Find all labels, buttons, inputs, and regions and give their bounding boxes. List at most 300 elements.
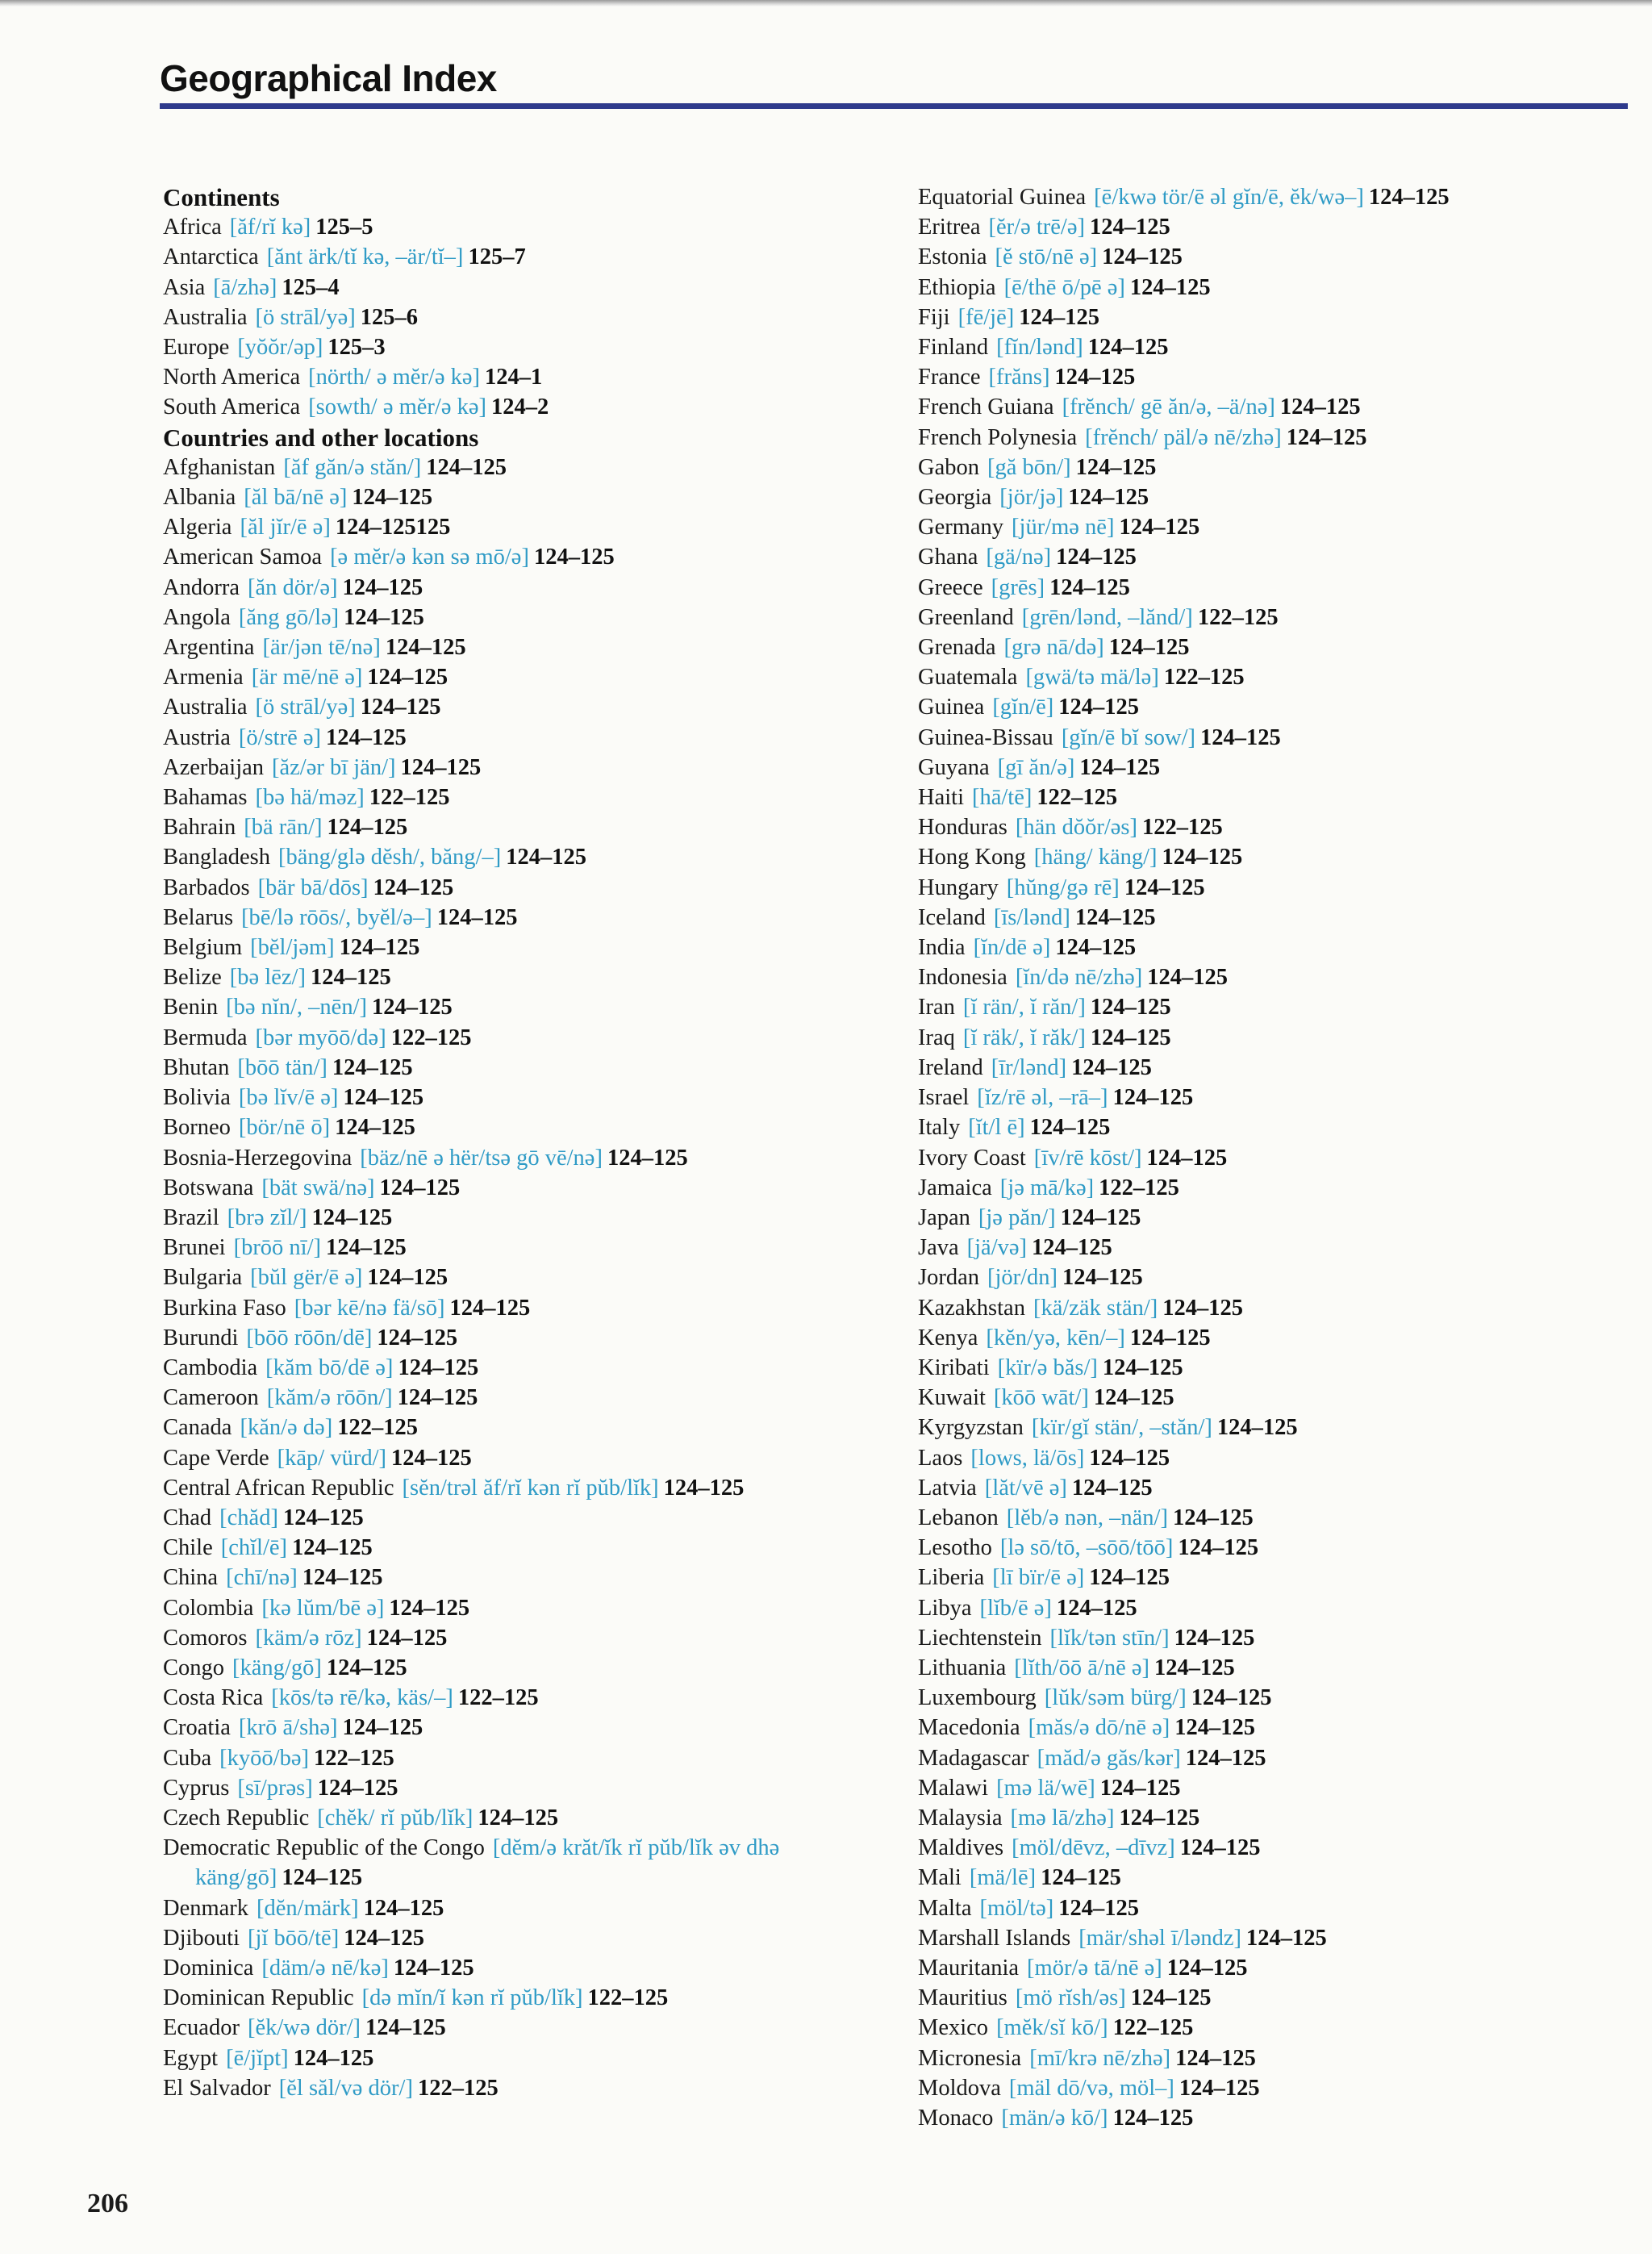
entry-pronunciation: [mə lā/zhə] bbox=[1010, 1805, 1115, 1830]
entry-name: Equatorial Guinea bbox=[918, 185, 1087, 210]
entry-pages: 124–125 bbox=[1055, 935, 1137, 961]
entry-pages: 124–125 bbox=[366, 1625, 448, 1651]
index-entry bbox=[918, 1443, 1612, 1473]
entry-pages: 124–125 bbox=[1129, 274, 1211, 300]
entry-name: Bermuda bbox=[163, 1025, 248, 1050]
entry-pronunciation: [kăn/ə də] bbox=[240, 1415, 333, 1441]
entry-pronunciation: [mə lä/wē] bbox=[996, 1775, 1095, 1801]
index-entry bbox=[918, 903, 1612, 933]
entry-pages: 124–125 bbox=[390, 1445, 472, 1471]
entry-pages: 124–125 bbox=[1029, 1115, 1111, 1141]
entry-name: Java bbox=[918, 1235, 959, 1261]
index-entry bbox=[163, 783, 873, 812]
entry-name: Africa bbox=[163, 215, 222, 240]
index-entry bbox=[163, 1803, 873, 1833]
index-entry bbox=[918, 1773, 1612, 1803]
entry-pronunciation: [ĭn/dē ə] bbox=[973, 935, 1051, 961]
entry-pages: 124–125 bbox=[506, 845, 586, 870]
index-entry bbox=[918, 842, 1612, 872]
entry-pages: 122–125 bbox=[1112, 2015, 1194, 2041]
entry-name: Laos bbox=[918, 1445, 963, 1471]
index-entry bbox=[163, 873, 873, 903]
entry-name: Benin bbox=[163, 995, 219, 1021]
entry-pages: 124–125 bbox=[342, 1715, 423, 1741]
index-entry bbox=[163, 842, 873, 872]
entry-pronunciation: [dĕn/märk] bbox=[257, 1895, 359, 1921]
entry-pages: 124–125 bbox=[1041, 1865, 1121, 1891]
entry-pronunciation: [frĕnch/ päl/ə nē/zhə] bbox=[1085, 424, 1282, 450]
entry-pronunciation: [ăf/rĭ kə] bbox=[229, 215, 311, 240]
entry-name: Ghana bbox=[918, 545, 978, 570]
entry-name: Burkina Faso bbox=[163, 1295, 286, 1321]
entry-pages: 124–125 bbox=[325, 724, 407, 750]
entry-pronunciation: [hän dŏŏr/əs] bbox=[1015, 815, 1137, 841]
entry-name: Asia bbox=[163, 274, 206, 300]
index-entry bbox=[918, 1143, 1612, 1173]
entry-name: Congo bbox=[163, 1655, 225, 1680]
entry-pronunciation: [jör/jə] bbox=[999, 485, 1064, 511]
entry-pages: 124–125 bbox=[1079, 754, 1161, 780]
entry-name: Chile bbox=[163, 1535, 213, 1561]
entry-name: Maldives bbox=[918, 1835, 1004, 1861]
index-entry bbox=[163, 723, 873, 753]
entry-pages: 124–125 bbox=[1102, 244, 1183, 270]
entry-name: Albania bbox=[163, 485, 236, 511]
index-entry bbox=[163, 1323, 873, 1353]
index-entry bbox=[918, 1473, 1612, 1503]
entry-pronunciation: [hā/tē] bbox=[972, 785, 1032, 811]
entry-pages: 124–125 bbox=[607, 1145, 688, 1171]
index-entry bbox=[163, 603, 873, 632]
entry-name: Dominican Republic bbox=[163, 1985, 354, 2011]
entry-pages: 124–125125 bbox=[335, 515, 451, 541]
entry-pronunciation: [möl/dēvz, –dīvz] bbox=[1012, 1835, 1175, 1861]
index-entry bbox=[163, 1713, 873, 1743]
index-entry bbox=[163, 332, 873, 362]
entry-pages: 124–125 bbox=[663, 1475, 745, 1501]
entry-name: Guatemala bbox=[918, 665, 1018, 691]
entry-pronunciation: [chĭl/ē] bbox=[220, 1535, 288, 1561]
index-entry bbox=[163, 542, 873, 572]
entry-pronunciation: [yŏŏr/əp] bbox=[237, 335, 323, 361]
entry-pronunciation: [däm/ə nē/kə] bbox=[261, 1955, 389, 1981]
entry-pages: 124–125 bbox=[1068, 485, 1149, 511]
entry-pronunciation: [bōō rōōn/dē] bbox=[246, 1325, 373, 1350]
entry-pronunciation: [grə nā/də] bbox=[1003, 635, 1104, 661]
entry-pronunciation: [bör/nē ō] bbox=[238, 1115, 331, 1141]
entry-name: Libya bbox=[918, 1595, 972, 1621]
entry-name: Andorra bbox=[163, 574, 240, 600]
entry-pages: 124–125 bbox=[1368, 185, 1450, 210]
index-entry bbox=[163, 1533, 873, 1563]
entry-pages: 124–2 bbox=[490, 394, 549, 420]
continents-heading: Continents bbox=[163, 183, 280, 211]
entry-pages: 125–7 bbox=[468, 244, 526, 270]
entry-pages: 124–125 bbox=[372, 995, 453, 1021]
entry-pronunciation: [bät swä/nə] bbox=[261, 1175, 375, 1200]
entry-pronunciation: [kāp/ vürd/] bbox=[277, 1445, 386, 1471]
entry-pages: 125–3 bbox=[327, 335, 386, 361]
entry-pages: 124–125 bbox=[1093, 1385, 1174, 1411]
entry-pronunciation: [bäng/glə dĕsh/, băng/–] bbox=[277, 845, 502, 870]
entry-pages: 124–125 bbox=[1056, 1595, 1137, 1621]
entry-pronunciation: [krō ā/shə] bbox=[238, 1715, 338, 1741]
index-entry bbox=[918, 1893, 1612, 1923]
entry-name: Ivory Coast bbox=[918, 1145, 1026, 1171]
entry-pages: 124–125 bbox=[282, 1505, 364, 1530]
index-entry bbox=[163, 362, 873, 392]
title-rule bbox=[160, 103, 1628, 109]
index-entry bbox=[918, 662, 1612, 692]
entry-pronunciation: [bär bā/dōs] bbox=[257, 874, 369, 900]
entry-pronunciation: [ē/kwə tör/ē əl gĭn/ē, ĕk/wə–] bbox=[1094, 185, 1364, 210]
entry-name: El Salvador bbox=[163, 2075, 271, 2101]
entry-name: Iceland bbox=[918, 904, 986, 930]
index-entry bbox=[918, 392, 1612, 422]
entry-pronunciation: [ē/thē ō/pē ə] bbox=[1003, 274, 1125, 300]
entry-pages: 124–125 bbox=[1054, 365, 1136, 390]
entry-pronunciation: [ĭ räk/, ĭ răk/] bbox=[962, 1025, 1086, 1050]
index-entry bbox=[163, 1833, 873, 1893]
entry-name: Marshall Islands bbox=[918, 1925, 1071, 1951]
entry-pages: 124–125 bbox=[344, 1925, 424, 1951]
entry-pages: 124–125 bbox=[398, 1354, 479, 1380]
left-column bbox=[163, 182, 873, 2103]
entry-pages: 125–6 bbox=[360, 304, 418, 330]
entry-pronunciation: [gă bōn/] bbox=[987, 454, 1071, 480]
entry-pages: 122–125 bbox=[1037, 785, 1118, 811]
index-entry bbox=[163, 1053, 873, 1083]
index-entry bbox=[163, 1473, 873, 1503]
entry-pronunciation: [ö/strē ə] bbox=[238, 724, 321, 750]
index-entry bbox=[163, 1593, 873, 1623]
index-entry bbox=[918, 1293, 1612, 1323]
entry-name: Georgia bbox=[918, 485, 992, 511]
index-entry bbox=[163, 753, 873, 783]
entry-pages: 122–125 bbox=[369, 785, 450, 811]
index-entry bbox=[918, 1053, 1612, 1083]
entry-pronunciation: [sowth/ ə mĕr/ə kə] bbox=[308, 394, 486, 420]
entry-pages: 124–125 bbox=[449, 1295, 531, 1321]
entry-name: Micronesia bbox=[918, 2045, 1022, 2071]
entry-pronunciation: [ăz/ər bī jän/] bbox=[272, 754, 396, 780]
entry-pronunciation: [ănt ärk/tĭ kə, –är/tĭ–] bbox=[266, 244, 464, 270]
entry-name: Argentina bbox=[163, 635, 255, 661]
entry-name: France bbox=[918, 365, 981, 390]
entry-pronunciation: [grēs] bbox=[991, 574, 1045, 600]
index-entry bbox=[163, 1233, 873, 1263]
entry-name: Malta bbox=[918, 1895, 972, 1921]
entry-pages: 125–4 bbox=[282, 274, 340, 300]
index-entry bbox=[918, 303, 1612, 332]
entry-pronunciation: [bē/lə rōōs/, byĕl/ə–] bbox=[241, 904, 432, 930]
entry-pronunciation: [ö strāl/yə] bbox=[255, 695, 356, 720]
index-entry bbox=[163, 273, 873, 303]
entry-name: Mauritius bbox=[918, 1985, 1007, 2011]
entry-pronunciation: [gĭn/ē] bbox=[992, 695, 1054, 720]
entry-name: Bahrain bbox=[163, 815, 236, 841]
index-entry bbox=[918, 1233, 1612, 1263]
entry-name: Mali bbox=[918, 1865, 962, 1891]
entry-pronunciation: [jür/mə nē] bbox=[1012, 515, 1115, 541]
index-entry bbox=[918, 182, 1612, 212]
index-entry bbox=[163, 1503, 873, 1533]
entry-pronunciation: [chĕk/ rĭ pŭb/lĭk] bbox=[317, 1805, 473, 1830]
entry-pronunciation: [hŭng/gə rē] bbox=[1006, 874, 1120, 900]
index-entry bbox=[918, 512, 1612, 542]
entry-pronunciation: [jə păn/] bbox=[978, 1204, 1056, 1230]
entry-pages: 122–125 bbox=[1197, 604, 1279, 630]
entry-name: Malaysia bbox=[918, 1805, 1003, 1830]
entry-name: Afghanistan bbox=[163, 454, 276, 480]
entry-name: Jordan bbox=[918, 1265, 979, 1291]
index-entry bbox=[163, 1203, 873, 1233]
entry-pronunciation: [är/jən tē/nə] bbox=[262, 635, 381, 661]
entry-pronunciation: [fĭn/lənd] bbox=[996, 335, 1083, 361]
entry-pages: 124–125 bbox=[1216, 1415, 1298, 1441]
index-entry bbox=[163, 812, 873, 842]
entry-pronunciation: [män/ə kō/] bbox=[1001, 2106, 1108, 2131]
entry-pages: 124–125 bbox=[352, 485, 433, 511]
entry-name: Cambodia bbox=[163, 1354, 258, 1380]
entry-name: Grenada bbox=[918, 635, 996, 661]
entry-pages: 124–125 bbox=[1019, 304, 1099, 330]
entry-name: Ireland bbox=[918, 1054, 983, 1080]
entry-pages: 124–125 bbox=[292, 1535, 373, 1561]
entry-name: Cyprus bbox=[163, 1775, 230, 1801]
entry-name: Israel bbox=[918, 1085, 970, 1111]
index-entry bbox=[163, 2073, 873, 2103]
index-entry bbox=[918, 1683, 1612, 1713]
entry-pronunciation: [är mē/nē ə] bbox=[251, 665, 363, 691]
entry-name: Estonia bbox=[918, 244, 987, 270]
index-entry bbox=[918, 1173, 1612, 1203]
entry-pronunciation: [gwä/tə mä/lə] bbox=[1025, 665, 1159, 691]
index-entry bbox=[918, 873, 1612, 903]
entry-name: Liechtenstein bbox=[918, 1625, 1042, 1651]
entry-name: Greece bbox=[918, 574, 983, 600]
index-entry bbox=[918, 1083, 1612, 1112]
index-entry bbox=[918, 1713, 1612, 1743]
entry-pronunciation: [bər kē/nə fä/sō] bbox=[294, 1295, 445, 1321]
index-entry bbox=[918, 453, 1612, 482]
countries-heading: Countries and other locations bbox=[163, 423, 479, 452]
entry-pages: 124–125 bbox=[1089, 1445, 1170, 1471]
entry-name: Monaco bbox=[918, 2106, 994, 2131]
entry-name: Bosnia-Herzegovina bbox=[163, 1145, 353, 1171]
index-entry bbox=[918, 362, 1612, 392]
entry-pages: 122–125 bbox=[417, 2075, 499, 2101]
index-entry bbox=[918, 332, 1612, 362]
index-entry bbox=[163, 1023, 873, 1053]
entry-name: Gabon bbox=[918, 454, 979, 480]
index-entry bbox=[918, 1323, 1612, 1353]
entry-pages: 124–125 bbox=[365, 2015, 446, 2041]
index-entry bbox=[918, 2013, 1612, 2043]
entry-pages: 124–125 bbox=[1099, 1775, 1181, 1801]
entry-pronunciation: [ĕr/ə trē/ə] bbox=[988, 215, 1085, 240]
entry-pages: 124–125 bbox=[533, 545, 615, 570]
entry-pronunciation: [nörth/ ə mĕr/ə kə] bbox=[308, 365, 481, 390]
entry-name: Borneo bbox=[163, 1115, 231, 1141]
entry-pages: 124–125 bbox=[1112, 1085, 1194, 1111]
index-entry bbox=[918, 423, 1612, 453]
entry-pages: 124–125 bbox=[1175, 2045, 1256, 2071]
index-entry bbox=[918, 273, 1612, 303]
index-entry bbox=[918, 1653, 1612, 1683]
entry-pronunciation: [lĕb/ə nən, –nän/] bbox=[1006, 1505, 1168, 1530]
entry-pronunciation: [frĕnch/ gē ăn/ə, –ä/nə] bbox=[1062, 394, 1275, 420]
index-entry bbox=[163, 512, 873, 542]
entry-name: Democratic Republic of the Congo bbox=[163, 1835, 485, 1861]
entry-pronunciation: [chī/nə] bbox=[226, 1565, 298, 1591]
entry-pages: 124–125 bbox=[1146, 1145, 1228, 1171]
index-entry bbox=[163, 962, 873, 992]
entry-pronunciation: [măs/ə dō/nē ə] bbox=[1028, 1715, 1170, 1741]
index-entry bbox=[918, 1503, 1612, 1533]
entry-pages: 124–125 bbox=[335, 1115, 415, 1141]
entry-name: Germany bbox=[918, 515, 1004, 541]
entry-pages: 124–125 bbox=[1090, 1025, 1171, 1050]
index-entry bbox=[918, 1263, 1612, 1292]
entry-pages: 122–125 bbox=[457, 1685, 539, 1711]
entry-pages: 124–125 bbox=[311, 1204, 393, 1230]
entry-pronunciation: [jĭ bōō/tē] bbox=[248, 1925, 340, 1951]
index-entry bbox=[163, 1893, 873, 1923]
entry-name: Guinea bbox=[918, 695, 985, 720]
entry-pronunciation: [īr/lənd] bbox=[991, 1054, 1067, 1080]
entry-pages: 124–125 bbox=[1172, 1505, 1254, 1530]
entry-pages: 124–125 bbox=[1108, 635, 1190, 661]
index-entry bbox=[918, 1593, 1612, 1623]
entry-pages: 124–125 bbox=[377, 1325, 458, 1350]
entry-pages: 124–125 bbox=[1162, 1295, 1244, 1321]
entry-name: Canada bbox=[163, 1415, 232, 1441]
entry-pages: 124–125 bbox=[1089, 215, 1170, 240]
index-entry bbox=[163, 242, 873, 272]
entry-pronunciation: [ĕk/wə dör/] bbox=[247, 2015, 361, 2041]
entry-pages: 124–1 bbox=[485, 365, 543, 390]
index-entry bbox=[163, 662, 873, 692]
entry-pages: 124–125 bbox=[1032, 1235, 1112, 1261]
entry-name: Liberia bbox=[918, 1565, 985, 1591]
entry-name: Honduras bbox=[918, 815, 1007, 841]
index-entry bbox=[918, 1833, 1612, 1863]
entry-pages: 122–125 bbox=[1163, 665, 1245, 691]
entry-pronunciation: [kïr/gĭ stän/, –stăn/] bbox=[1031, 1415, 1212, 1441]
entry-name: Bahamas bbox=[163, 785, 248, 811]
index-entry bbox=[918, 1533, 1612, 1563]
entry-pronunciation: [ăng gō/lə] bbox=[238, 604, 340, 630]
entry-name: North America bbox=[163, 365, 301, 390]
index-entry bbox=[918, 783, 1612, 812]
entry-pages: 122–125 bbox=[1141, 815, 1223, 841]
entry-name: Croatia bbox=[163, 1715, 231, 1741]
entry-name: Eritrea bbox=[918, 215, 981, 240]
entry-name: Armenia bbox=[163, 665, 244, 691]
entry-pages: 124–125 bbox=[1191, 1685, 1272, 1711]
entry-name: Hong Kong bbox=[918, 845, 1026, 870]
index-entry bbox=[918, 2103, 1612, 2133]
entry-name: Iraq bbox=[918, 1025, 955, 1050]
entry-name: Kyrgyzstan bbox=[918, 1415, 1024, 1441]
entry-name: Denmark bbox=[163, 1895, 249, 1921]
entry-pages: 124–125 bbox=[1174, 1715, 1256, 1741]
entry-pronunciation: [möl/tə] bbox=[979, 1895, 1054, 1921]
index-entry bbox=[918, 542, 1612, 572]
entry-pages: 124–125 bbox=[1071, 1475, 1153, 1501]
entry-pronunciation: [bə lĭv/ē ə] bbox=[238, 1085, 339, 1111]
entry-name: Guyana bbox=[918, 754, 990, 780]
index-entry bbox=[163, 1923, 873, 1953]
entry-name: Haiti bbox=[918, 785, 964, 811]
entry-name: Macedonia bbox=[918, 1715, 1020, 1741]
entry-pronunciation: [jə mā/kə] bbox=[999, 1175, 1095, 1200]
index-entry bbox=[918, 1863, 1612, 1893]
entry-pages: 124–125 bbox=[339, 935, 420, 961]
entry-pages: 122–125 bbox=[587, 1985, 669, 2011]
entry-pronunciation: [ĭz/rē əl, –rā–] bbox=[977, 1085, 1108, 1111]
index-entry bbox=[918, 603, 1612, 632]
entry-name: Dominica bbox=[163, 1955, 254, 1981]
countries-list-left bbox=[163, 453, 873, 2103]
entry-name: Burundi bbox=[163, 1325, 239, 1350]
index-entry bbox=[163, 1443, 873, 1473]
entry-name: Comoros bbox=[163, 1625, 248, 1651]
entry-pages: 124–125 bbox=[1058, 1895, 1140, 1921]
index-entry bbox=[918, 1623, 1612, 1653]
entry-pronunciation: [mäl dō/və, möl–] bbox=[1008, 2075, 1174, 2101]
entry-pronunciation: [grēn/lənd, –lănd/] bbox=[1021, 604, 1193, 630]
entry-name: India bbox=[918, 935, 966, 961]
entry-pages: 124–125 bbox=[1056, 545, 1137, 570]
entry-pages: 124–125 bbox=[397, 1385, 478, 1411]
entry-pronunciation: [ē/jĭpt] bbox=[226, 2045, 289, 2071]
entry-name: Moldova bbox=[918, 2075, 1001, 2101]
entry-name: Jamaica bbox=[918, 1175, 992, 1200]
entry-name: Mauritania bbox=[918, 1955, 1020, 1981]
index-entry bbox=[163, 1383, 873, 1413]
entry-pronunciation: [mär/shəl ī/ləndz] bbox=[1078, 1925, 1241, 1951]
index-entry bbox=[163, 453, 873, 482]
entry-name: Egypt bbox=[163, 2045, 219, 2071]
entry-pronunciation: [chăd] bbox=[219, 1505, 278, 1530]
entry-pronunciation: [lŭk/səm bürg/] bbox=[1044, 1685, 1187, 1711]
continents-list bbox=[163, 212, 873, 422]
entry-pronunciation: [ö strāl/yə] bbox=[255, 304, 356, 330]
entry-pronunciation: [jör/dn] bbox=[987, 1265, 1058, 1291]
index-entry bbox=[163, 903, 873, 933]
entry-pages: 124–125 bbox=[326, 1655, 407, 1680]
entry-name: Belize bbox=[163, 965, 222, 991]
entry-pronunciation: [ə mĕr/ə kən sə mō/ə] bbox=[330, 545, 529, 570]
entry-pronunciation: [bŭl gër/ē ə] bbox=[250, 1265, 363, 1291]
entry-name: American Samoa bbox=[163, 545, 323, 570]
index-entry bbox=[163, 1983, 873, 2013]
index-entry bbox=[163, 482, 873, 512]
index-entry bbox=[163, 1653, 873, 1683]
entry-pages: 124–125 bbox=[436, 904, 518, 930]
entry-pages: 124–125 bbox=[1147, 965, 1229, 991]
index-entry bbox=[163, 632, 873, 662]
entry-pronunciation: [kä/zäk stän/] bbox=[1032, 1295, 1158, 1321]
entry-pronunciation: [mī/krə nē/zhə] bbox=[1029, 2045, 1171, 2071]
entry-pages: 124–125 bbox=[1124, 874, 1205, 900]
entry-name: Kenya bbox=[918, 1325, 978, 1350]
entry-name: Botswana bbox=[163, 1175, 254, 1200]
entry-pages: 124–125 bbox=[310, 965, 391, 991]
entry-pronunciation: [lĭb/ē ə] bbox=[979, 1595, 1052, 1621]
